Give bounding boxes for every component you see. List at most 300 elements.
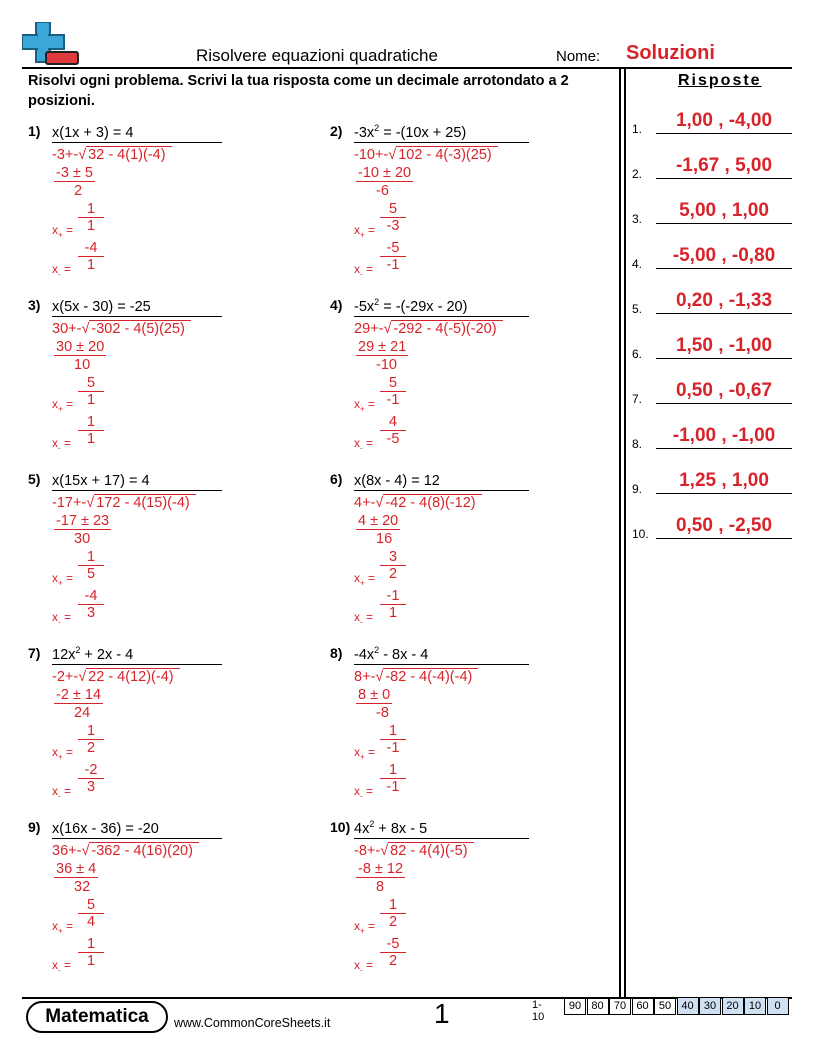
equals-sign: =	[64, 436, 72, 450]
quadratic-formula-line	[52, 495, 196, 511]
equation-part: + 2x - 4	[80, 646, 134, 663]
fraction-denominator: 2	[388, 914, 398, 930]
x-subscript: -	[58, 965, 61, 975]
plus-minus-line: 36 ± 4	[56, 861, 97, 877]
formula-prefix: 36+-	[52, 843, 82, 859]
equation-rule	[52, 490, 222, 491]
equals-sign: =	[64, 784, 72, 798]
problem	[28, 645, 298, 815]
equation-rule	[354, 838, 529, 839]
x-minus-fraction	[78, 588, 104, 621]
x-plus-label	[52, 745, 73, 761]
equation-part: + 8x - 5	[374, 820, 428, 837]
x-subscript: +	[360, 926, 365, 936]
equals-sign: =	[66, 919, 74, 933]
sqrt-icon: √	[380, 843, 389, 859]
x-subscript: +	[58, 578, 63, 588]
x-minus-fraction	[380, 762, 406, 795]
equation-part: x(16x - 36) = -20	[52, 820, 159, 837]
problem	[28, 297, 298, 467]
quadratic-formula-line	[52, 147, 172, 163]
x-symbol: x	[52, 919, 58, 933]
x-plus-label	[354, 919, 375, 935]
equals-sign: =	[64, 958, 72, 972]
quadratic-formula-line	[354, 843, 474, 859]
denominator: -6	[376, 183, 389, 199]
answer-number: 8.	[632, 437, 643, 451]
x-symbol: x	[354, 436, 360, 450]
radicand: -362 - 4(16)(20)	[89, 842, 199, 859]
equals-sign: =	[66, 745, 74, 759]
x-symbol: x	[354, 745, 360, 759]
x-symbol: x	[354, 919, 360, 933]
x-minus-label	[354, 784, 373, 800]
denominator: 16	[376, 531, 393, 547]
x-symbol: x	[354, 784, 360, 798]
problem-number: 2)	[330, 123, 343, 139]
answer-row	[632, 513, 792, 543]
fraction-denominator: 1	[388, 605, 398, 621]
equals-sign: =	[368, 919, 376, 933]
plus-minus-line: -3 ± 5	[56, 165, 93, 181]
score-cell: 80	[587, 997, 609, 1015]
score-cell: 60	[632, 997, 654, 1015]
equals-sign: =	[368, 397, 376, 411]
formula-prefix: -2+-	[52, 669, 79, 685]
x-subscript: -	[360, 269, 363, 279]
radicand: 82 - 4(4)(-5)	[388, 842, 473, 859]
fraction-denominator: 1	[86, 953, 96, 969]
answer-line	[656, 313, 792, 314]
site-url: www.CommonCoreSheets.it	[174, 1016, 331, 1030]
x-minus-label	[354, 436, 373, 452]
x-minus-label	[52, 610, 71, 626]
denominator: -8	[376, 705, 389, 721]
fraction-denominator: -1	[386, 779, 400, 795]
fraction-numerator: -2	[78, 762, 104, 779]
x-plus-label	[52, 397, 73, 413]
answer-value: 0,20 , -1,33	[675, 290, 773, 311]
equation-part: 4x	[354, 820, 370, 837]
radicand: -292 - 4(-5)(-20)	[391, 320, 502, 337]
denominator: -10	[376, 357, 397, 373]
equation-exponent: 2	[374, 297, 380, 307]
x-subscript: +	[58, 230, 63, 240]
answer-number: 1.	[632, 122, 643, 136]
x-minus-label	[52, 784, 71, 800]
plus-minus-line: -17 ± 23	[56, 513, 110, 529]
equation-part: = -(10x + 25)	[379, 124, 467, 141]
formula-prefix: -3+-	[52, 147, 79, 163]
answer-line	[656, 178, 792, 179]
equals-sign: =	[368, 571, 376, 585]
fraction-numerator: 1	[78, 549, 104, 566]
x-plus-fraction	[78, 375, 104, 408]
equals-sign: =	[64, 610, 72, 624]
equation-exponent: 2	[374, 123, 380, 133]
equation	[52, 819, 159, 837]
score-cell: 90	[564, 997, 586, 1015]
sqrt-icon: √	[383, 321, 392, 337]
answer-value: 1,25 , 1,00	[679, 470, 769, 491]
fraction-denominator: -3	[386, 218, 400, 234]
answer-number: 9.	[632, 482, 643, 496]
sqrt-icon: √	[86, 495, 95, 511]
x-symbol: x	[354, 397, 360, 411]
x-symbol: x	[52, 958, 58, 972]
problem-number: 10)	[330, 819, 351, 835]
equation-rule	[354, 664, 529, 665]
formula-prefix: 30+-	[52, 321, 82, 337]
fraction-numerator: 5	[78, 897, 104, 914]
instructions: Risolvi ogni problema. Scrivi la tua risposta come un decimale arrotondato a 2 posizioni.	[28, 73, 569, 109]
equation-part: 12x	[52, 646, 76, 663]
equation-part: -3x	[354, 124, 375, 141]
answer-row	[632, 288, 792, 318]
x-plus-fraction	[78, 897, 104, 930]
x-subscript: -	[360, 791, 363, 801]
answer-value: -5,00 , -0,80	[672, 245, 776, 266]
equation-part: x(1x + 3) = 4	[52, 124, 134, 141]
x-subscript: +	[360, 230, 365, 240]
equation-exponent: 2	[369, 819, 375, 829]
name-value: Soluzioni	[626, 42, 715, 64]
problem-number: 1)	[28, 123, 41, 139]
x-symbol: x	[52, 436, 58, 450]
problem-number: 9)	[28, 819, 41, 835]
x-subscript: -	[360, 443, 363, 453]
answer-line	[656, 268, 792, 269]
fraction-denominator: 3	[86, 779, 96, 795]
problem-number: 7)	[28, 645, 41, 661]
x-symbol: x	[354, 571, 360, 585]
fraction-numerator: 1	[78, 723, 104, 740]
answer-line	[656, 493, 792, 494]
equation-part: = -(-29x - 20)	[379, 298, 468, 315]
fraction-denominator: -5	[386, 431, 400, 447]
score-scale-label: 1-10	[532, 999, 545, 1023]
answer-number: 10.	[632, 527, 649, 541]
x-plus-label	[52, 919, 73, 935]
equation	[52, 645, 133, 663]
x-plus-fraction	[380, 723, 406, 756]
problem-number: 4)	[330, 297, 343, 313]
problem	[330, 819, 600, 989]
equals-sign: =	[366, 610, 374, 624]
score-cell: 10	[744, 997, 766, 1015]
equation	[354, 297, 467, 315]
quadratic-formula-line	[52, 843, 199, 859]
problem-number: 6)	[330, 471, 343, 487]
answer-row	[632, 423, 792, 453]
radicand: -82 - 4(-4)(-4)	[383, 668, 478, 685]
equation-rule	[354, 490, 529, 491]
x-plus-fraction	[78, 723, 104, 756]
x-minus-label	[52, 262, 71, 278]
radicand: 102 - 4(-3)(25)	[396, 146, 497, 163]
answer-value: 0,50 , -2,50	[675, 515, 773, 536]
fraction-numerator: -5	[380, 936, 406, 953]
x-subscript: +	[360, 578, 365, 588]
x-subscript: +	[58, 752, 63, 762]
problem	[28, 471, 298, 641]
fraction-numerator: 1	[380, 723, 406, 740]
x-minus-fraction	[380, 414, 406, 447]
radicand: 22 - 4(12)(-4)	[86, 668, 179, 685]
fraction-numerator: -5	[380, 240, 406, 257]
sqrt-icon: √	[81, 843, 90, 859]
equation-rule	[354, 142, 529, 143]
equation-rule	[52, 664, 222, 665]
plus-minus-line: 29 ± 21	[358, 339, 407, 355]
answer-row	[632, 153, 792, 183]
equation-exponent: 2	[374, 645, 380, 655]
formula-prefix: -8+-	[354, 843, 381, 859]
score-cell: 0	[767, 997, 789, 1015]
x-subscript: +	[360, 752, 365, 762]
denominator: 30	[74, 531, 91, 547]
sqrt-icon: √	[388, 147, 397, 163]
answer-line	[656, 403, 792, 404]
x-subscript: -	[58, 617, 61, 627]
x-minus-fraction	[380, 240, 406, 273]
x-plus-fraction	[380, 897, 406, 930]
quadratic-formula-line	[354, 495, 482, 511]
fraction-numerator: 1	[78, 201, 104, 218]
score-cell: 20	[722, 997, 744, 1015]
answer-number: 6.	[632, 347, 643, 361]
x-subscript: -	[58, 791, 61, 801]
x-subscript: -	[58, 443, 61, 453]
x-symbol: x	[354, 958, 360, 972]
answer-row	[632, 378, 792, 408]
answer-value: -1,67 , 5,00	[675, 155, 773, 176]
x-minus-fraction	[78, 414, 104, 447]
x-plus-fraction	[78, 201, 104, 234]
equation-part: - 8x - 4	[379, 646, 429, 663]
x-plus-fraction	[380, 375, 406, 408]
x-minus-label	[354, 610, 373, 626]
fraction-denominator: -1	[386, 257, 400, 273]
equals-sign: =	[366, 958, 374, 972]
x-minus-label	[354, 262, 373, 278]
formula-prefix: -17+-	[52, 495, 87, 511]
equation	[354, 819, 427, 837]
denominator: 32	[74, 879, 91, 895]
x-symbol: x	[52, 745, 58, 759]
answer-number: 3.	[632, 212, 643, 226]
equals-sign: =	[66, 223, 74, 237]
answer-value: 0,50 , -0,67	[675, 380, 773, 401]
fraction-denominator: -1	[386, 392, 400, 408]
answer-number: 4.	[632, 257, 643, 271]
plus-minus-logo-icon	[22, 22, 80, 66]
fraction-numerator: 1	[380, 762, 406, 779]
fraction-numerator: 5	[380, 375, 406, 392]
equals-sign: =	[66, 397, 74, 411]
x-subscript: +	[360, 404, 365, 414]
fraction-numerator: 4	[380, 414, 406, 431]
sqrt-icon: √	[375, 495, 384, 511]
x-plus-label	[354, 745, 375, 761]
equals-sign: =	[368, 223, 376, 237]
quadratic-formula-line	[52, 321, 191, 337]
fraction-numerator: -1	[380, 588, 406, 605]
answer-line	[656, 358, 792, 359]
x-subscript: -	[58, 269, 61, 279]
column-divider	[619, 69, 621, 997]
x-subscript: +	[58, 404, 63, 414]
problem	[330, 297, 600, 467]
x-minus-fraction	[380, 588, 406, 621]
x-subscript: -	[360, 617, 363, 627]
x-symbol: x	[354, 610, 360, 624]
radicand: 32 - 4(1)(-4)	[86, 146, 171, 163]
x-minus-fraction	[78, 762, 104, 795]
fraction-numerator: 5	[78, 375, 104, 392]
equation-part: -4x	[354, 646, 375, 663]
answer-row	[632, 198, 792, 228]
answer-line	[656, 538, 792, 539]
answers-title: Risposte	[678, 72, 762, 89]
answer-line	[656, 448, 792, 449]
fraction-denominator: 1	[86, 392, 96, 408]
fraction-numerator: 3	[380, 549, 406, 566]
fraction-denominator: 1	[86, 218, 96, 234]
worksheet-title: Risolvere equazioni quadratiche	[196, 46, 438, 65]
formula-prefix: 8+-	[354, 669, 376, 685]
answer-number: 7.	[632, 392, 643, 406]
x-symbol: x	[52, 784, 58, 798]
score-cell: 50	[654, 997, 676, 1015]
equation-rule	[52, 838, 222, 839]
x-symbol: x	[52, 397, 58, 411]
x-plus-label	[52, 571, 73, 587]
fraction-numerator: 5	[380, 201, 406, 218]
formula-prefix: 4+-	[354, 495, 376, 511]
problem	[28, 123, 298, 293]
equation-part: x(15x + 17) = 4	[52, 472, 150, 489]
x-minus-fraction	[380, 936, 406, 969]
brand-badge: Matematica	[26, 1001, 168, 1033]
problem-number: 3)	[28, 297, 41, 313]
x-subscript: -	[360, 965, 363, 975]
answer-value: 5,00 , 1,00	[679, 200, 769, 221]
x-symbol: x	[52, 223, 58, 237]
problem	[28, 819, 298, 989]
plus-minus-line: -8 ± 12	[358, 861, 404, 877]
equals-sign: =	[366, 436, 374, 450]
fraction-denominator: -1	[386, 740, 400, 756]
equation-exponent: 2	[75, 645, 81, 655]
problem	[330, 645, 600, 815]
x-minus-label	[354, 958, 373, 974]
x-symbol: x	[354, 223, 360, 237]
plus-minus-line: 4 ± 20	[358, 513, 399, 529]
radicand: -42 - 4(8)(-12)	[383, 494, 481, 511]
answer-value: -1,00 , -1,00	[672, 425, 776, 446]
fraction-denominator: 1	[86, 431, 96, 447]
score-cell: 30	[699, 997, 721, 1015]
plus-minus-line: 30 ± 20	[56, 339, 105, 355]
answer-row	[632, 243, 792, 273]
equals-sign: =	[366, 262, 374, 276]
plus-minus-line: -10 ± 20	[358, 165, 412, 181]
equation	[52, 297, 151, 315]
problem	[330, 123, 600, 293]
x-plus-label	[354, 397, 375, 413]
fraction-numerator: 1	[380, 897, 406, 914]
answer-line	[656, 133, 792, 134]
sqrt-icon: √	[375, 669, 384, 685]
equation	[354, 123, 466, 141]
fraction-numerator: -4	[78, 240, 104, 257]
fraction-denominator: 4	[86, 914, 96, 930]
equation-part: x(8x - 4) = 12	[354, 472, 440, 489]
sqrt-icon: √	[78, 147, 87, 163]
header-rule	[22, 67, 792, 69]
quadratic-formula-line	[354, 669, 478, 685]
equation-rule	[354, 316, 529, 317]
x-symbol: x	[52, 262, 58, 276]
quadratic-formula-line	[52, 669, 180, 685]
x-plus-fraction	[380, 549, 406, 582]
page-number: 1	[434, 998, 450, 1029]
sqrt-icon: √	[78, 669, 87, 685]
formula-prefix: 29+-	[354, 321, 384, 337]
fraction-numerator: 1	[78, 414, 104, 431]
denominator: 8	[376, 879, 385, 895]
equals-sign: =	[66, 571, 74, 585]
equation-part: -5x	[354, 298, 375, 315]
fraction-numerator: -4	[78, 588, 104, 605]
denominator: 10	[74, 357, 91, 373]
x-symbol: x	[52, 610, 58, 624]
problem-number: 8)	[330, 645, 343, 661]
equals-sign: =	[368, 745, 376, 759]
quadratic-formula-line	[354, 147, 498, 163]
formula-prefix: -10+-	[354, 147, 389, 163]
answer-row	[632, 333, 792, 363]
plus-minus-line: -2 ± 14	[56, 687, 102, 703]
quadratic-formula-line	[354, 321, 503, 337]
denominator: 24	[74, 705, 91, 721]
fraction-denominator: 2	[86, 740, 96, 756]
denominator: 2	[74, 183, 83, 199]
fraction-denominator: 2	[388, 566, 398, 582]
equation	[354, 645, 428, 663]
x-plus-fraction	[380, 201, 406, 234]
answer-number: 2.	[632, 167, 643, 181]
problem-number: 5)	[28, 471, 41, 487]
score-cell: 40	[677, 997, 699, 1015]
radicand: -302 - 4(5)(25)	[89, 320, 190, 337]
answer-row	[632, 468, 792, 498]
fraction-denominator: 2	[388, 953, 398, 969]
sqrt-icon: √	[81, 321, 90, 337]
answer-number: 5.	[632, 302, 643, 316]
x-minus-label	[52, 436, 71, 452]
x-plus-label	[354, 223, 375, 239]
column-divider	[624, 69, 626, 997]
radicand: 172 - 4(15)(-4)	[94, 494, 195, 511]
answer-row	[632, 108, 792, 138]
x-subscript: +	[58, 926, 63, 936]
equals-sign: =	[64, 262, 72, 276]
equation	[52, 123, 133, 141]
answer-value: 1,50 , -1,00	[675, 335, 773, 356]
problem	[330, 471, 600, 641]
